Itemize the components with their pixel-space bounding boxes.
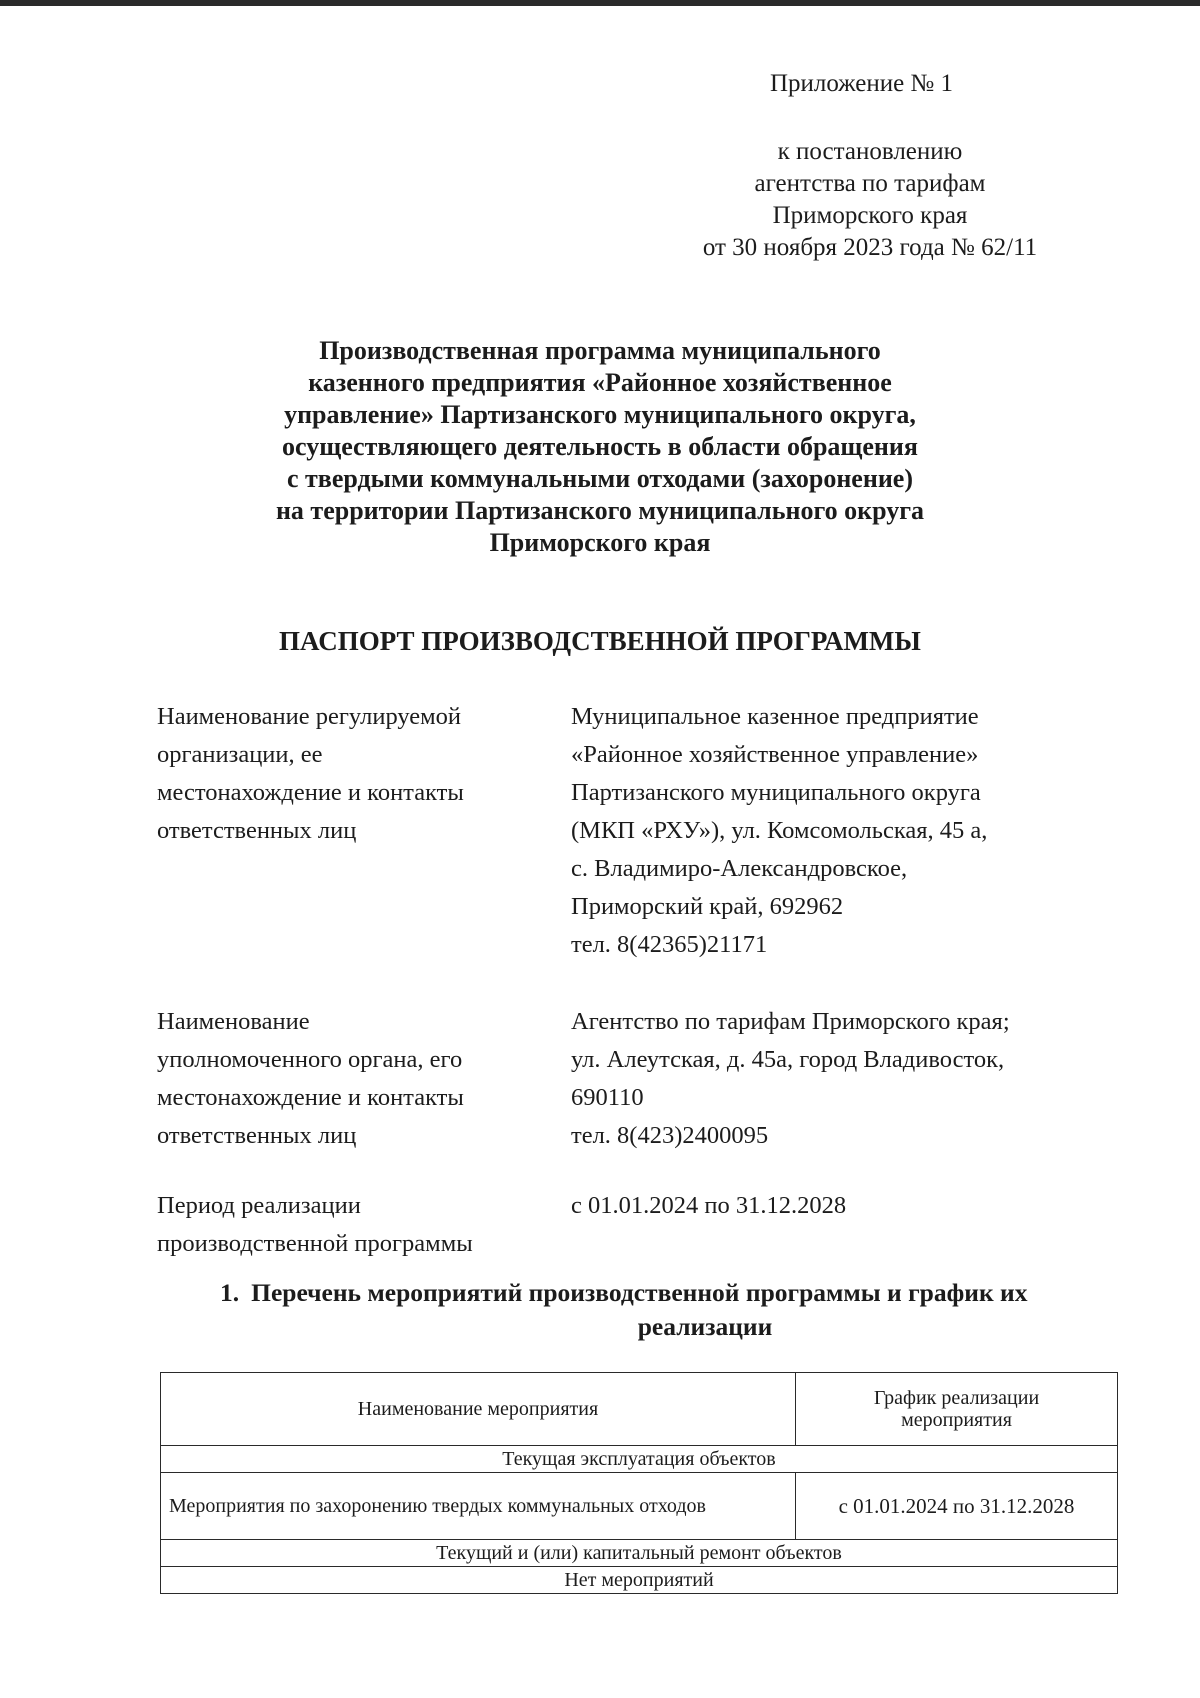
program-title-line: Приморского края (489, 528, 711, 557)
section-row-current-operation: Текущая эксплуатация объектов (161, 1446, 1118, 1473)
passport-value-line: тел. 8(423)2400095 (571, 1122, 769, 1149)
passport-value-line: с 01.01.2024 по 31.12.2028 (571, 1192, 847, 1219)
passport-value-line: тел. 8(42365)21171 (571, 931, 768, 958)
passport-value-line: «Районное хозяйственное управление» (571, 741, 979, 768)
event-schedule-cell: с 01.01.2024 по 31.12.2028 (796, 1473, 1118, 1540)
passport-label-line: Наименование (157, 1008, 310, 1035)
passport-label-line: Наименование регулируемой (157, 703, 462, 730)
section-title-line (190, 1276, 1130, 1310)
resolution-line: агентства по тарифам (754, 170, 986, 197)
resolution-line: Приморского края (772, 202, 968, 229)
passport-title: ПАСПОРТ ПРОИЗВОДСТВЕННОЙ ПРОГРАММЫ (279, 626, 921, 656)
passport-value (571, 1187, 1111, 1225)
table-row (161, 1473, 1118, 1540)
header-schedule (796, 1373, 1118, 1446)
passport-label (157, 1003, 537, 1155)
resolution-line: от 30 ноября 2023 года № 62/11 (702, 234, 1038, 261)
passport-value-line: (МКП «РХУ»), ул. Комсомольская, 45 а, (571, 817, 988, 844)
passport-value-line: Приморский край, 692962 (571, 893, 844, 920)
passport-label-line: производственной программы (157, 1230, 473, 1257)
passport-label-line: Период реализации (157, 1192, 361, 1219)
program-title-line: осуществляющего деятельность в области обращения (282, 432, 918, 461)
passport-label-line: ответственных лиц (157, 817, 357, 844)
resolution-reference (690, 136, 1050, 264)
program-title-line: с твердыми коммунальными отходами (захоронение) (286, 464, 914, 493)
passport-value-line: Агентство по тарифам Приморского края; (571, 1008, 1010, 1035)
passport-value-line: Муниципальное казенное предприятие (571, 703, 979, 730)
header-schedule-line: График реализации (873, 1387, 1040, 1409)
events-table (160, 1372, 1118, 1594)
no-events-cell: Нет мероприятий (161, 1567, 1118, 1594)
passport-label (157, 698, 537, 850)
passport-value-line: 690110 (571, 1084, 644, 1111)
program-title-line: на территории Партизанского муниципального округа (275, 496, 925, 525)
program-title-line: управление» Партизанского муниципального округа, (284, 400, 916, 429)
header-event-name: Наименование мероприятия (161, 1373, 796, 1446)
event-name-cell: Мероприятия по захоронению твердых коммунальных отходов (161, 1473, 796, 1540)
passport-value-line: Партизанского муниципального округа (571, 779, 981, 806)
scan-top-edge (0, 0, 1200, 6)
table-header-row (161, 1373, 1118, 1446)
passport-value-line: ул. Алеутская, д. 45а, город Владивосток, (571, 1046, 1005, 1073)
passport-label-line: местонахождение и контакты (157, 1084, 464, 1111)
appendix-label: Приложение № 1 (770, 70, 954, 97)
table-row (161, 1540, 1118, 1567)
program-title-line: казенного предприятия «Районное хозяйственное (308, 368, 892, 397)
passport-value-line: с. Владимиро-Александровское, (571, 855, 908, 882)
table-row (161, 1567, 1118, 1594)
section-title-text: Перечень мероприятий производственной программы и график их (251, 1278, 1028, 1307)
program-title (190, 335, 1010, 559)
passport-value (571, 1003, 1111, 1155)
section-1-title (190, 1276, 1130, 1344)
passport-label-line: ответственных лиц (157, 1122, 357, 1149)
passport-label-line: местонахождение и контакты (157, 779, 464, 806)
section-number: 1. (220, 1278, 240, 1307)
passport-label-line: организации, ее (157, 741, 323, 768)
section-row-repair: Текущий и (или) капитальный ремонт объектов (161, 1540, 1118, 1567)
header-schedule-line: мероприятия (901, 1409, 1012, 1431)
table-row (161, 1446, 1118, 1473)
program-title-line: Производственная программа муниципального (319, 336, 881, 365)
section-title-line: реализации (637, 1312, 773, 1341)
passport-label-line: уполномоченного органа, его (157, 1046, 463, 1073)
passport-label (157, 1187, 537, 1263)
resolution-line: к постановлению (777, 138, 963, 165)
passport-value (571, 698, 1111, 964)
